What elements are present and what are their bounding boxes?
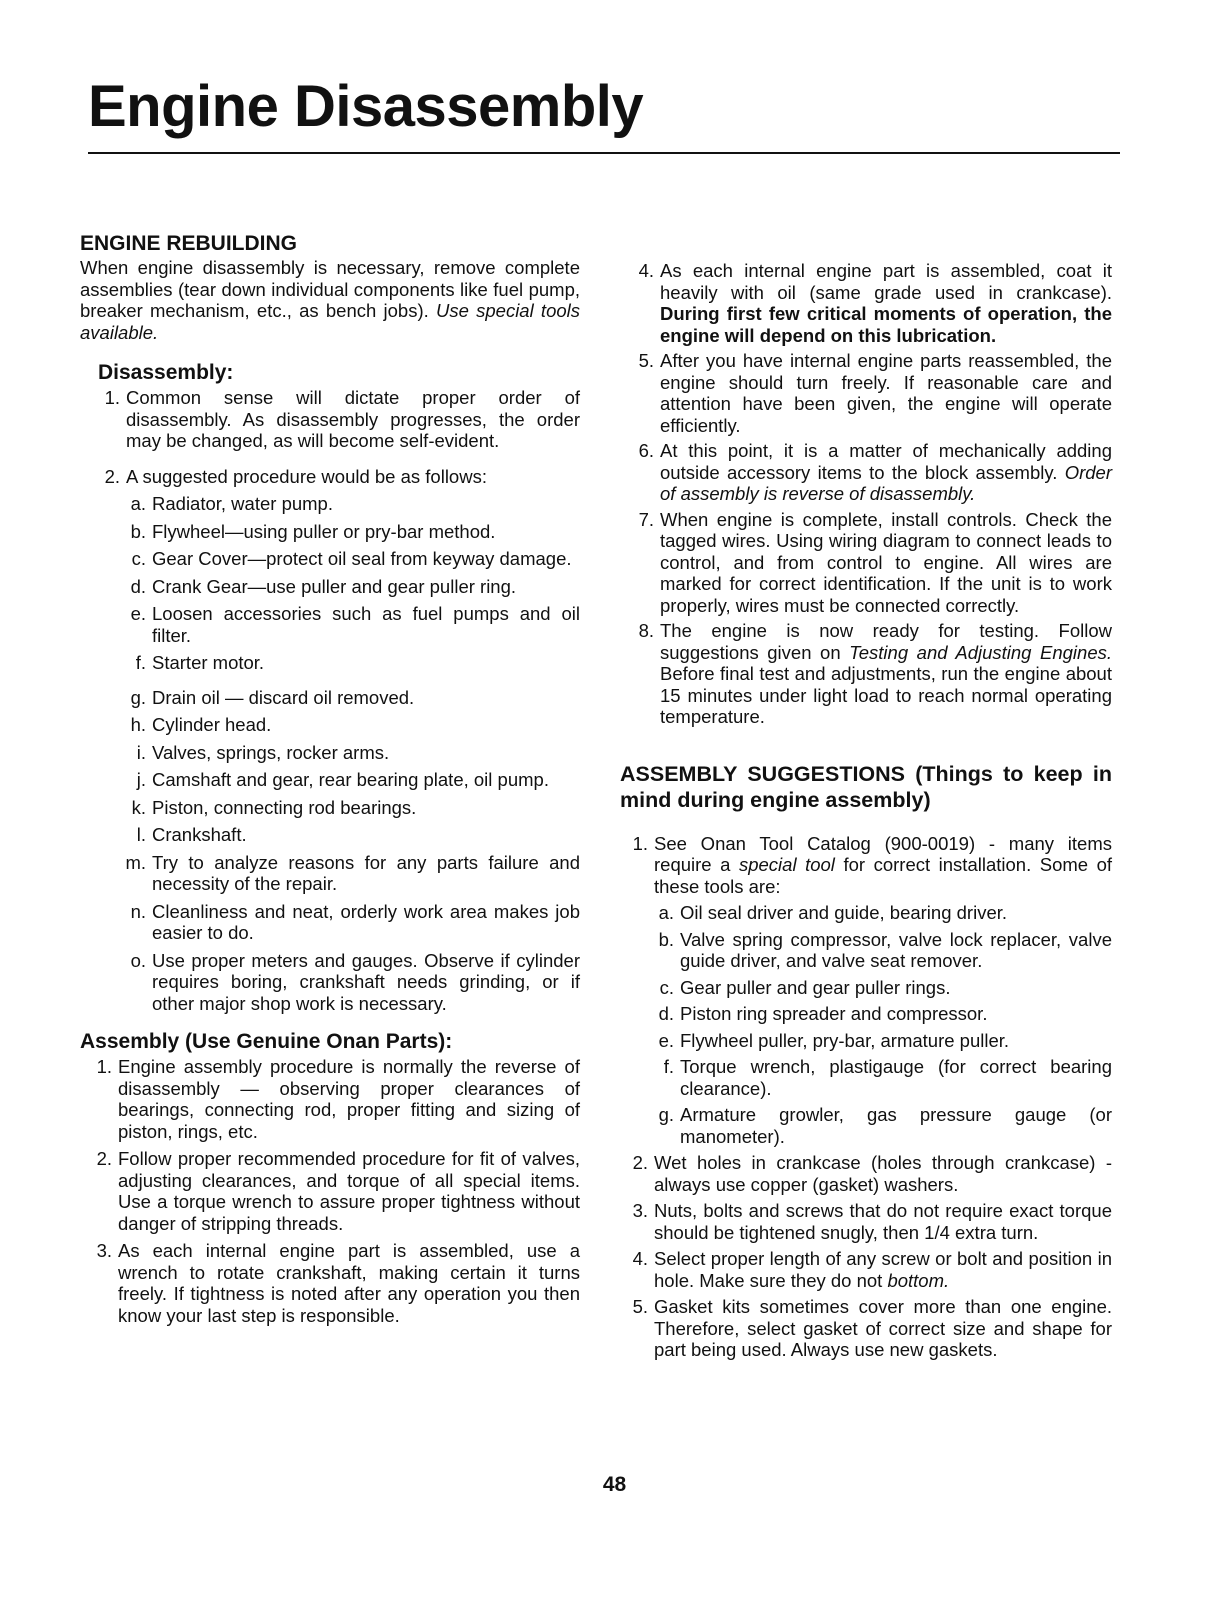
disassembly-steps bbox=[125, 493, 580, 1014]
list-text: Common sense will dictate proper order of disassembly. As disassembly progresses, the order may be changed, as will become self-evident. bbox=[126, 387, 580, 451]
list-item bbox=[130, 900, 580, 944]
list-number: 2. bbox=[632, 1152, 648, 1173]
list-text: Use proper meters and gauges. Observe if cylinder requires boring, crankshaft needs grinding, or if other major shop work is necessary. bbox=[152, 949, 580, 1014]
list-text: Gasket kits sometimes cover more than one engine. Therefore, select gasket of correct size and shape for part being used. Always use new gaskets. bbox=[654, 1296, 1112, 1360]
list-number: 5. bbox=[638, 350, 654, 371]
list-item bbox=[659, 976, 1112, 999]
list-number: 3. bbox=[96, 1240, 112, 1261]
list-item bbox=[632, 1296, 1112, 1361]
list-item bbox=[658, 1003, 1112, 1025]
list-letter: f. bbox=[135, 652, 146, 673]
list-text: Oil seal driver and guide, bearing driver. bbox=[680, 902, 1008, 923]
list-letter: k. bbox=[131, 796, 146, 818]
list-letter: e. bbox=[130, 603, 146, 624]
page-number: 48 bbox=[602, 1473, 627, 1496]
list-text: At this point, it is a matter of mechanically adding outside accessory items to the block assembly. bbox=[660, 440, 1112, 483]
list-item bbox=[632, 1152, 1112, 1195]
list-item bbox=[130, 686, 580, 709]
list-letter: g. bbox=[658, 1104, 674, 1125]
engine-rebuilding-emphasis: Use special tools available. bbox=[80, 300, 581, 343]
list-text: As each internal engine part is assembled, use a wrench to rotate crankshaft, making certain it turns freely. If tightness is noted after any operation you then know your last step is responsible. bbox=[118, 1240, 580, 1326]
suggestions-list bbox=[632, 832, 1113, 1361]
list-text: Nuts, bolts and screws that do not require exact torque should be tightened snugly, then 1/4 extra turn. bbox=[654, 1200, 1112, 1243]
list-letter: e. bbox=[658, 1029, 674, 1051]
list-item bbox=[632, 832, 1113, 1148]
list-text: Gear Cover—protect oil seal from keyway damage. bbox=[152, 548, 572, 569]
list-letter: f. bbox=[663, 1056, 674, 1077]
list-text-emphasis: bottom. bbox=[887, 1269, 950, 1291]
list-text: Try to analyze reasons for any parts failure and necessity of the repair. bbox=[152, 851, 580, 894]
list-text: Loosen accessories such as fuel pumps and oil filter. bbox=[152, 603, 580, 646]
list-number: 3. bbox=[632, 1200, 648, 1221]
list-text: Piston, connecting rod bearings. bbox=[152, 796, 417, 818]
list-letter: h. bbox=[130, 714, 146, 735]
list-number: 5. bbox=[632, 1296, 648, 1317]
list-item bbox=[638, 350, 1112, 436]
list-text: Flywheel—using puller or pry-bar method. bbox=[152, 520, 496, 542]
list-text-emphasis: Testing and Adjusting Engines. bbox=[849, 641, 1113, 663]
list-item bbox=[658, 928, 1112, 972]
list-item bbox=[638, 620, 1113, 728]
list-item bbox=[130, 493, 580, 515]
list-item bbox=[632, 1248, 1112, 1291]
list-letter: d. bbox=[130, 575, 146, 597]
list-number: 1. bbox=[632, 832, 648, 854]
list-item bbox=[131, 796, 580, 819]
list-text: Torque wrench, plastigauge (for correct bearing clearance). bbox=[680, 1056, 1112, 1099]
list-text: Crank Gear—use puller and gear puller ring. bbox=[152, 575, 517, 597]
list-text-strong: During first few critical moments of operation, the engine will depend on this lubrication. bbox=[660, 303, 1112, 346]
list-number: 4. bbox=[632, 1248, 648, 1269]
list-item bbox=[638, 440, 1113, 505]
engine-rebuilding-text: When engine disassembly is necessary, remove complete assemblies (tear down individual components like fuel pump, breaker mechanism, etc., as bench jobs). bbox=[80, 257, 580, 321]
list-text: Piston ring spreader and compressor. bbox=[680, 1003, 988, 1024]
list-item bbox=[663, 1056, 1112, 1099]
list-item bbox=[96, 1148, 580, 1234]
disassembly-list bbox=[104, 387, 580, 487]
list-item bbox=[658, 1104, 1112, 1147]
list-letter: d. bbox=[658, 1003, 674, 1024]
list-number: 2. bbox=[96, 1148, 112, 1169]
list-item bbox=[130, 714, 580, 736]
list-number: 1. bbox=[96, 1056, 112, 1077]
list-item bbox=[130, 575, 580, 598]
list-letter: b. bbox=[658, 928, 674, 950]
list-number: 4. bbox=[638, 260, 654, 281]
assembly-heading: Assembly (Use Genuine Onan Parts): bbox=[80, 1030, 453, 1053]
list-text: Follow proper recommended procedure for fit of valves, adjusting clearances, and torque of all special items. Use a torque wrench to assure proper tightness without danger of stripping threads. bbox=[118, 1148, 580, 1234]
list-item bbox=[632, 1200, 1112, 1243]
engine-rebuilding-paragraph bbox=[80, 257, 580, 343]
list-text: A suggested procedure would be as follows: bbox=[126, 465, 487, 487]
disassembly-heading: Disassembly: bbox=[98, 361, 234, 384]
list-item bbox=[104, 465, 580, 488]
list-text: Radiator, water pump. bbox=[152, 493, 333, 514]
list-text: Wet holes in crankcase (holes through crankcase) - always use copper (gasket) washers. bbox=[654, 1152, 1112, 1195]
list-text: When engine is complete, install controls. Check the tagged wires. Using wiring diagram to connect leads to control, and from control to engine. All wires are marked for correct identification. If the unit is to work properly, wires must be connected correctly. bbox=[660, 508, 1112, 616]
list-text: Flywheel puller, pry-bar, armature puller. bbox=[680, 1029, 1010, 1051]
list-text: Camshaft and gear, rear bearing plate, oil pump. bbox=[152, 769, 549, 790]
list-text: As each internal engine part is assembled, coat it heavily with oil (same grade used in crankcase). bbox=[660, 260, 1112, 303]
assembly-suggestions-heading: ASSEMBLY SUGGESTIONS (Things to keep in mind during engine assembly) bbox=[620, 761, 1112, 812]
list-letter: a. bbox=[658, 902, 674, 923]
list-item bbox=[125, 851, 580, 895]
engine-rebuilding-heading: ENGINE REBUILDING bbox=[80, 232, 298, 255]
list-letter: b. bbox=[130, 520, 146, 542]
list-text: See Onan Tool Catalog (900-0019) - many items require a bbox=[654, 832, 1112, 875]
list-number: 7. bbox=[638, 508, 654, 530]
list-item bbox=[131, 548, 580, 570]
list-text-emphasis: special tool bbox=[738, 854, 835, 875]
page-title: Engine Disassembly bbox=[88, 74, 644, 139]
list-text: After you have internal engine parts reassembled, the engine should turn freely. If reasonable care and attention have been given, the engine will operate efficiently. bbox=[660, 350, 1112, 436]
list-item bbox=[638, 508, 1112, 617]
list-number: 2. bbox=[104, 465, 120, 487]
list-letter: i. bbox=[136, 741, 146, 763]
list-item bbox=[130, 520, 580, 543]
list-item bbox=[135, 652, 580, 674]
list-text: Select proper length of any screw or bolt and position in hole. Make sure they do not bbox=[654, 1248, 1112, 1291]
list-text: Crankshaft. bbox=[152, 824, 247, 845]
list-text: The engine is now ready for testing. Follow suggestions given on bbox=[660, 620, 1112, 663]
assembly-list-right bbox=[638, 260, 1113, 728]
list-letter: j. bbox=[136, 769, 146, 790]
list-text: for correct installation. Some of these tools are: bbox=[654, 854, 1113, 897]
list-letter: m. bbox=[125, 851, 146, 873]
list-text: Drain oil — discard oil removed. bbox=[152, 686, 415, 708]
list-number: 1. bbox=[104, 387, 120, 408]
list-item bbox=[658, 1029, 1112, 1052]
list-text: Cylinder head. bbox=[152, 714, 272, 735]
list-letter: a. bbox=[130, 493, 146, 514]
list-text: Before final test and adjustments, run the engine about 15 minutes under light load to reach normal operating temperature. bbox=[660, 663, 1112, 727]
list-letter: c. bbox=[659, 976, 674, 998]
list-number: 8. bbox=[638, 620, 654, 641]
list-letter: o. bbox=[130, 949, 146, 971]
title-rule bbox=[88, 152, 1120, 154]
list-item bbox=[658, 902, 1112, 924]
list-item bbox=[136, 769, 580, 791]
assembly-list-left bbox=[96, 1056, 580, 1326]
list-letter: c. bbox=[131, 548, 146, 569]
list-letter: l. bbox=[136, 824, 146, 845]
right-column bbox=[620, 232, 1112, 1361]
list-item bbox=[130, 949, 580, 1015]
list-text: Engine assembly procedure is normally the reverse of disassembly — observing proper clearances of bearings, connecting rod, proper fitting and sizing of piston, rings, etc. bbox=[118, 1056, 580, 1142]
list-item bbox=[136, 741, 580, 764]
left-column bbox=[80, 232, 580, 1326]
list-item bbox=[96, 1240, 580, 1326]
list-letter: g. bbox=[130, 686, 146, 708]
list-letter: n. bbox=[130, 900, 146, 922]
list-text: Armature growler, gas pressure gauge (or manometer). bbox=[680, 1104, 1112, 1147]
list-item bbox=[136, 824, 580, 846]
list-item bbox=[104, 387, 580, 452]
list-number: 6. bbox=[638, 440, 654, 461]
list-item bbox=[130, 603, 580, 646]
list-item bbox=[96, 1056, 580, 1142]
list-item bbox=[638, 260, 1112, 346]
list-text: Valve spring compressor, valve lock replacer, valve guide driver, and valve seat remover. bbox=[680, 928, 1112, 971]
tools-list bbox=[658, 902, 1112, 1147]
list-text: Cleanliness and neat, orderly work area makes job easier to do. bbox=[152, 900, 580, 943]
list-text: Starter motor. bbox=[152, 652, 265, 673]
list-text-emphasis: Order of assembly is reverse of disassembly. bbox=[660, 461, 1113, 504]
list-text: Gear puller and gear puller rings. bbox=[680, 976, 951, 998]
list-text: Valves, springs, rocker arms. bbox=[152, 741, 390, 763]
